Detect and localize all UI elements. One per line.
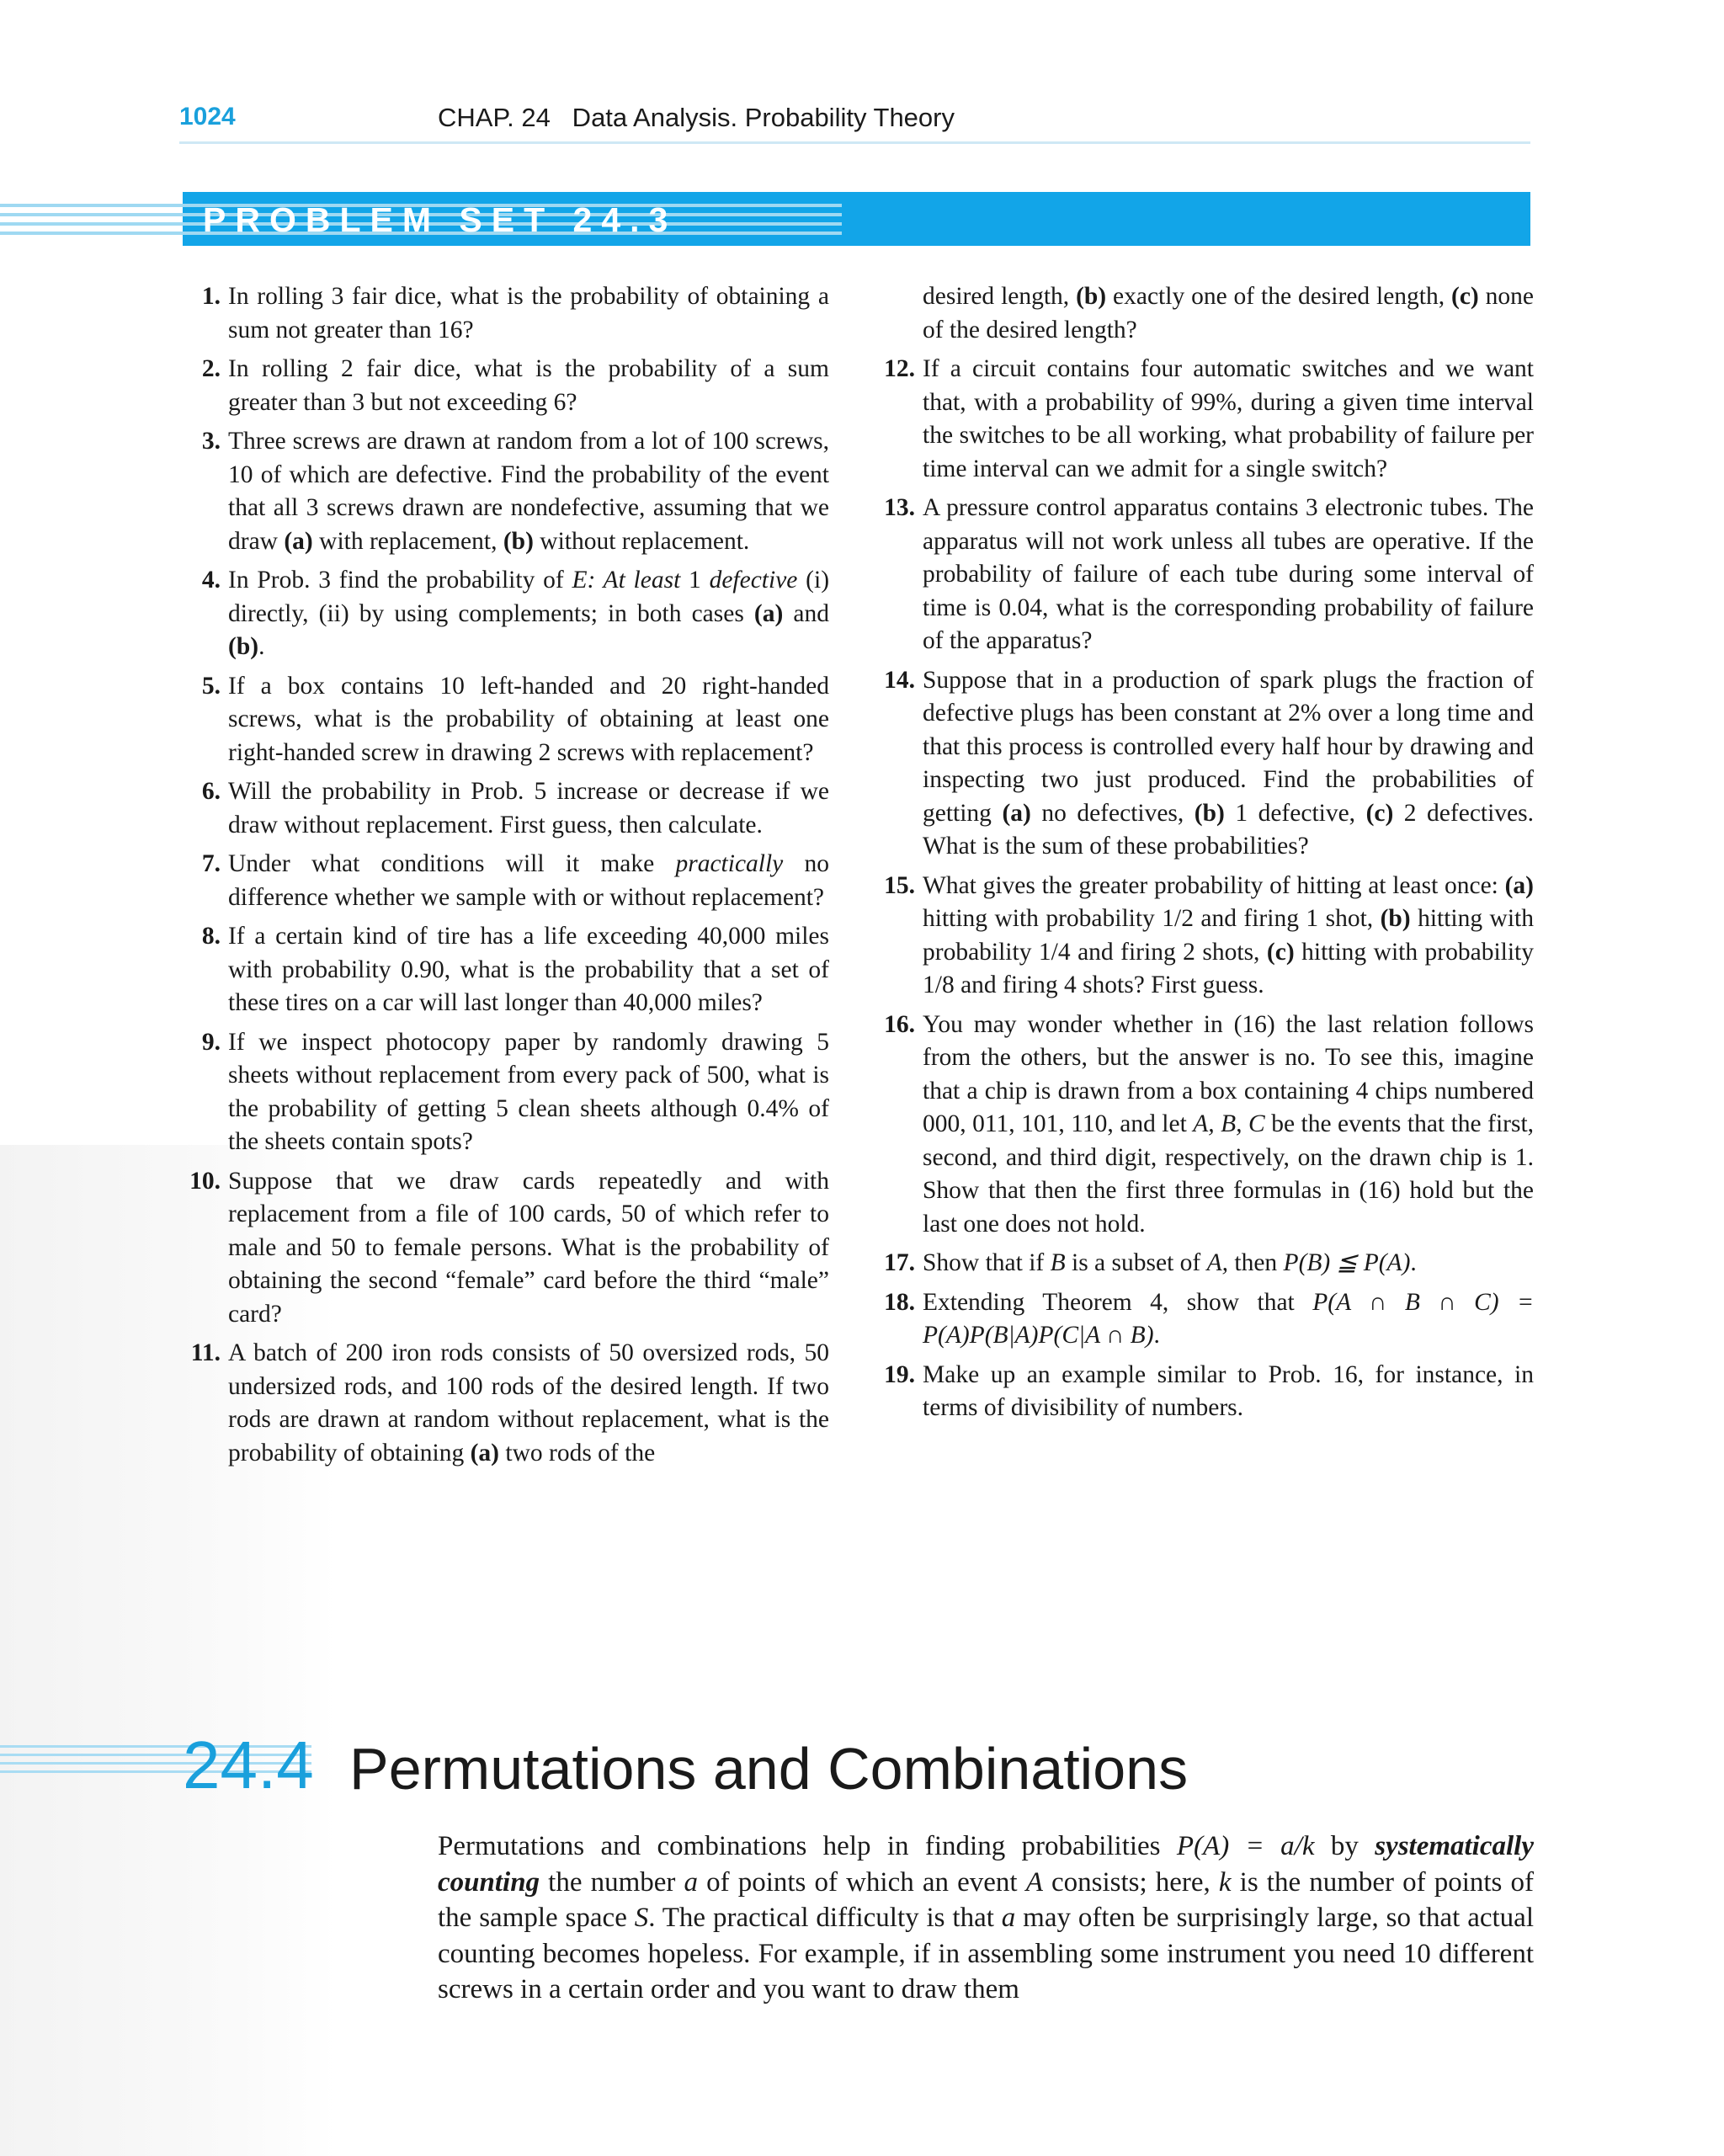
running-header [179,103,1530,145]
problem-11: 11. A batch of 200 iron rods consists of 50 oversized rods, 50 undersized rods, and 100 rods of the desired length. If two rods are drawn at random without replacement, what is the probability of obtaining (a) two rods of the [190,1339,829,1467]
problem-19: 19. Make up an example similar to Prob. 16, for instance, in terms of divisibility of numbers. [884,1360,1534,1421]
problem-10: 10. Suppose that we draw cards repeatedly and with replacement from a file of 100 cards, 50 of which refer to male and 50 to female persons. What is the probability of obtaining the second “female” card before the third “male” card? [189,1167,829,1328]
problem-6: 6. Will the probability in Prob. 5 increase or decrease if we draw without replacement. First guess, then calculate. [201,778,829,838]
problem-7: 7. Under what conditions will it make practically no difference whether we sample with or without replacement? [201,850,830,911]
problems-left-column [181,280,829,1476]
problem-set-title: PROBLEM SET 24.3 [203,200,678,239]
problem-4: 4. In Prob. 3 find the probability of E: At least 1 defective (i) directly, (ii) by using complements; in both cases (a) and (b). [201,567,830,660]
section-number: 24.4 [183,1727,314,1802]
problems-right-column [875,280,1534,1431]
page-number: 1024 [179,103,236,130]
problem-12: 12. If a circuit contains four automatic switches and we want that, with a probability of 99%, during a given time interval the switches to be all working, what probability of failure per time interval can we admit for a single switch? [884,355,1534,482]
problem-2: 2. In rolling 2 fair dice, what is the probability of a sum greater than 3 but not exceeding 6? [201,355,829,416]
problem-9: 9. If we inspect photocopy paper by randomly drawing 5 sheets without replacement from every pack of 500, what is the probability of getting 5 clean sheets although 0.4% of the sheets contain spots? [201,1028,829,1155]
problem-5: 5. If a box contains 10 left-handed and 20 right-handed screws, what is the probability of obtaining at least one right-handed screw in drawing 2 screws with replacement? [201,672,829,766]
section-intro-paragraph: Permutations and combinations help in finding probabilities P(A) = a/k by systematically counting the number a of points of which an event A consists; here, k is the number of points of the sample space S. The practical difficulty is that a may often be surprisingly large, so that actual counting becomes hopeless. For example, if in assembling some instrument you need 10 different screws in a certain order and you want to draw them [438,1831,1535,2004]
problem-1: 1. In rolling 3 fair dice, what is the probability of obtaining a sum not greater than 16? [201,283,829,343]
problem-8: 8. If a certain kind of tire has a life exceeding 40,000 miles with probability 0.90, what is the probability that a set of these tires on a car will last longer than 40,000 miles? [201,923,829,1016]
problem-15: 15. What gives the greater probability of hitting at least once: (a) hitting with probability 1/2 and firing 1 shot, (b) hitting with probability 1/4 and firing 2 shots, (c) hitting with probability 1/8 and firing 4 shots? First guess. [884,871,1535,998]
problem-11-continued: desired length, (b) exactly one of the desired length, (c) none of the desired length? [923,283,1534,343]
problem-3: 3. Three screws are drawn at random from a lot of 100 screws, 10 of which are defective. Find the probability of the event that all 3 screws drawn are nondefective, assuming that we draw (a) with replacement, (b) without replacement. [201,428,829,555]
section-title: Permutations and Combinations [349,1736,1189,1802]
chapter-title: CHAP. 24 Data Analysis. Probability Theory [438,103,955,132]
problem-18: 18. Extending Theorem 4, show that P(A ∩ B ∩ C) = P(A)P(B|A)P(C|A ∩ B). [884,1288,1534,1349]
problem-13: 13. A pressure control apparatus contains 3 electronic tubes. The apparatus will not work unless all tubes are operative. If the probability of failure of each tube during some interval of time is 0.04, what is the corresponding probability of failure of the apparatus? [884,494,1534,654]
problem-17: 17. Show that if B is a subset of A, then P(B) ≦ P(A). [884,1249,1417,1276]
header-rule [179,141,1530,144]
problem-14: 14. Suppose that in a production of spark plugs the fraction of defective plugs has been constant at 2% over a long time and that this process is controlled every half hour by drawing and inspecting two just produced. Find the probabilities of getting (a) no defectives, (b) 1 defective, (c) 2 defectives. What is the sum of these probabilities? [884,666,1535,860]
problem-16: 16. You may wonder whether in (16) the last relation follows from the others, but the answer is no. To see this, imagine that a chip is drawn from a box containing 4 chips numbered 000, 011, 101, 110, and let A, B, C be the events that the first, second, and third digit, respectively, on the drawn chip is 1. Show that then the first three formulas in (16) hold but the last one does not hold. [884,1010,1535,1238]
